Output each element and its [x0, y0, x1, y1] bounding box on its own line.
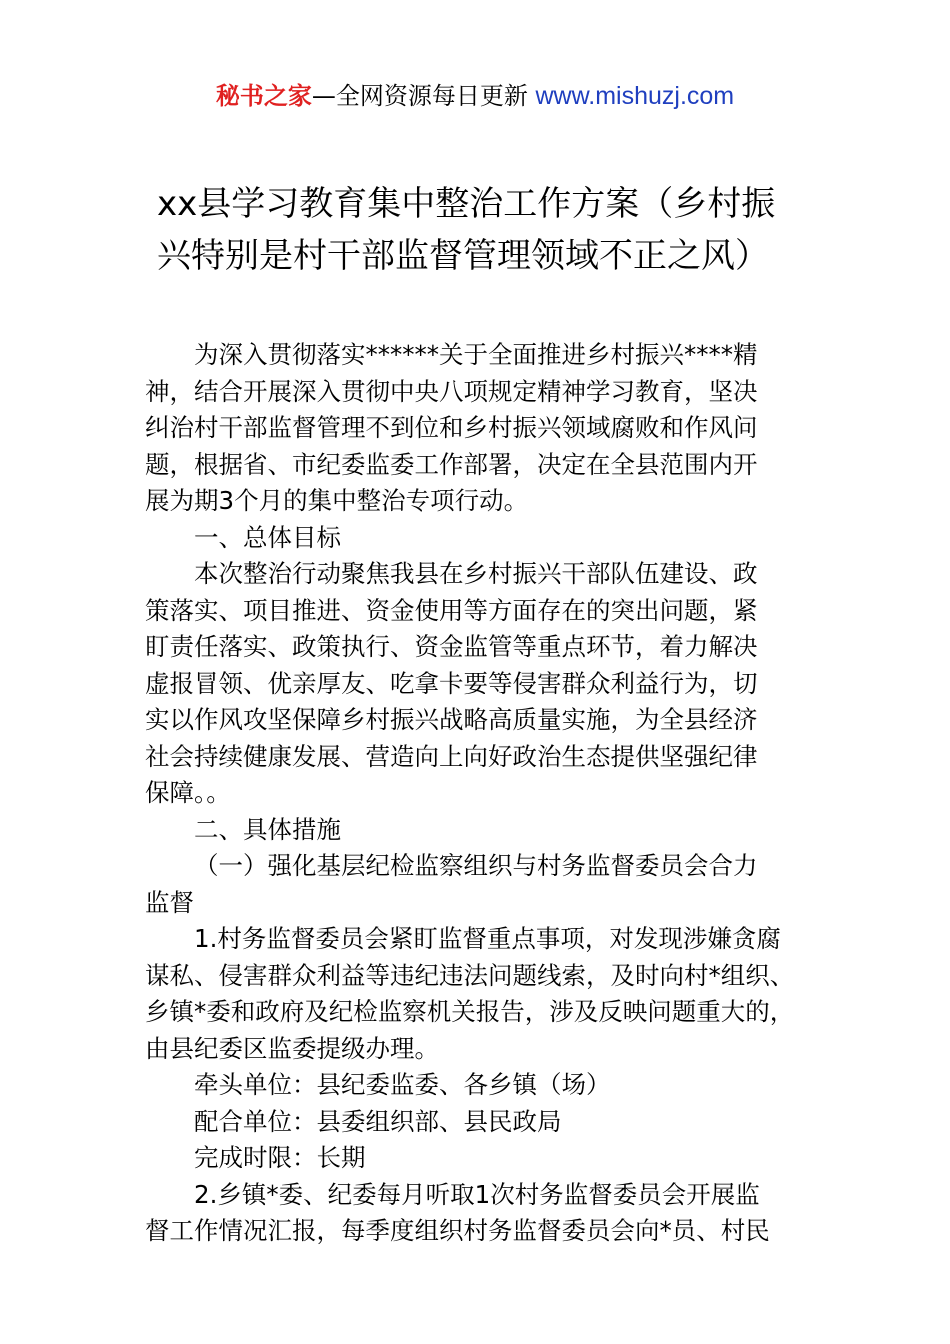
- title-line-1: xx县学习教育集中整治工作方案（乡村振: [157, 184, 776, 224]
- paragraph-line: 乡镇*委和政府及纪检监察机关报告，涉及反映问题重大的，: [145, 997, 795, 1026]
- paragraph-line: 2.乡镇*委、纪委每月听取1次村务监督委员会开展监: [194, 1179, 760, 1209]
- subsection-heading: 监督: [145, 887, 194, 917]
- header-tagline: —全网资源每日更新: [311, 82, 536, 110]
- support-unit-line: 配合单位：县委组织部、县民政局: [194, 1106, 562, 1136]
- subsection-heading: （一）强化基层纪检监察组织与村务监督委员会合力: [194, 851, 758, 880]
- section-heading: 一、总体目标: [194, 522, 341, 552]
- paragraph-line: 1.村务监督委员会紧盯监督重点事项，对发现涉嫌贪腐: [194, 924, 781, 953]
- title-line-2: 兴特别是村干部监督管理领域不正之风）: [157, 236, 769, 276]
- paragraph-line: 实以作风攻坚保障乡村振兴战略高质量实施，为全县经济: [145, 705, 758, 734]
- paragraph-line: 题，根据省、市纪委监委工作部署，决定在全县范围内开: [145, 449, 758, 479]
- paragraph-line: 神，结合开展深入贯彻中央八项规定精神学习教育，坚决: [145, 376, 758, 406]
- paragraph-line: 展为期3个月的集中整治专项行动。: [145, 486, 529, 515]
- paragraph-line: 谋私、侵害群众利益等违纪违法问题线索，及时向村*组织、: [145, 960, 795, 990]
- paragraph-line: 策落实、项目推进、资金使用等方面存在的突出问题，紧: [145, 595, 758, 625]
- site-header: [0, 80, 950, 112]
- brand-name: 秘书之家: [215, 82, 312, 110]
- site-url-link[interactable]: www.mishuzj.com: [535, 82, 735, 110]
- paragraph-line: 虚报冒领、优亲厚友、吃拿卡要等侵害群众利益行为，切: [145, 668, 758, 698]
- paragraph-line: 保障。。: [145, 778, 231, 807]
- paragraph-line: 盯责任落实、政策执行、资金监管等重点环节，着力解决: [145, 632, 758, 661]
- lead-unit-line: 牵头单位：县纪委监委、各乡镇（场）: [194, 1070, 611, 1099]
- paragraph-line: 本次整治行动聚焦我县在乡村振兴干部队伍建设、政: [194, 559, 758, 588]
- document-body: [145, 337, 810, 1250]
- deadline-line: 完成时限：长期: [194, 1143, 366, 1172]
- section-heading: 二、具体措施: [194, 814, 341, 844]
- document-title: [145, 178, 810, 282]
- paragraph-line: 社会持续健康发展、营造向上向好政治生态提供坚强纪律: [145, 741, 758, 771]
- paragraph-line: 纠治村干部监督管理不到位和乡村振兴领域腐败和作风问: [145, 413, 758, 442]
- paragraph-line: 为深入贯彻落实******关于全面推进乡村振兴****精: [194, 340, 758, 369]
- paragraph-line: 督工作情况汇报，每季度组织村务监督委员会向*员、村民: [145, 1216, 770, 1245]
- paragraph-line: 由县纪委区监委提级办理。: [145, 1033, 439, 1063]
